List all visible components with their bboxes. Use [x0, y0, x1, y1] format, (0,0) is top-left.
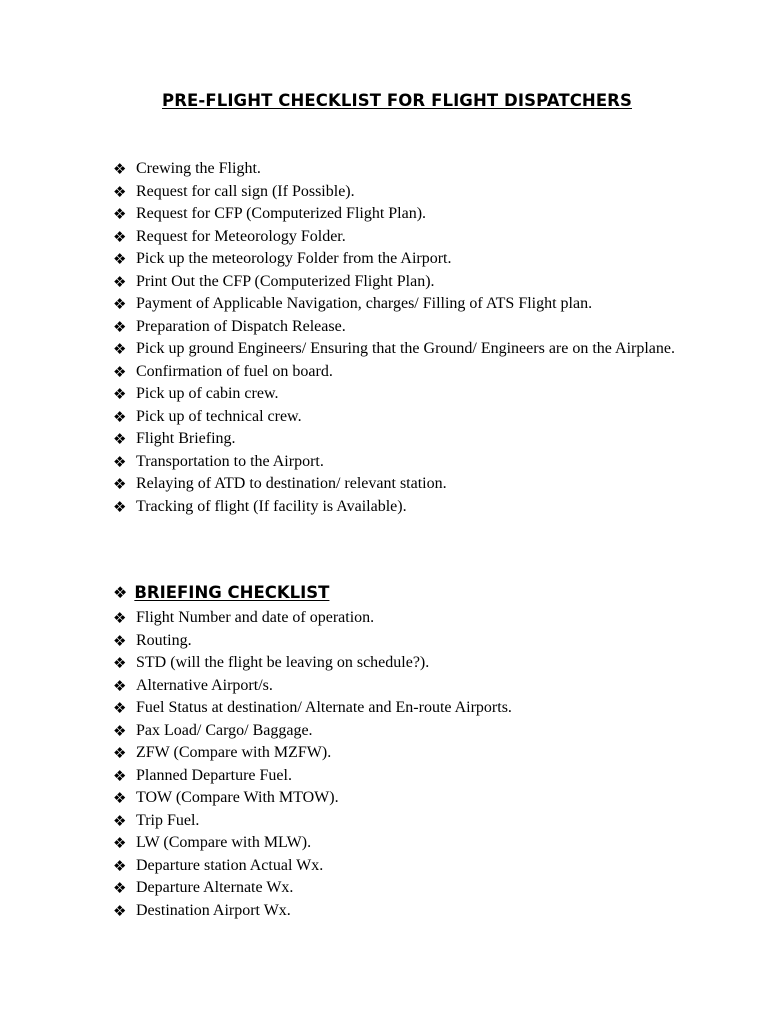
briefing-checklist-heading	[113, 583, 329, 602]
checklist-item	[113, 742, 713, 765]
checklist-item-text: Confirmation of fuel on board.	[136, 362, 333, 380]
checklist-item-text: Payment of Applicable Navigation, charges/ Filling of ATS Flight plan.	[136, 295, 593, 312]
checklist-item	[113, 361, 713, 384]
checklist-item-text: Flight Briefing.	[136, 430, 236, 447]
checklist-item	[113, 271, 713, 294]
preflight-checklist	[113, 158, 713, 518]
checklist-item	[113, 630, 713, 653]
checklist-item-text: Transportation to the Airport.	[136, 452, 324, 470]
checklist-item	[113, 181, 713, 204]
checklist-item	[113, 652, 713, 675]
diamond-bullet-icon: ❖	[113, 317, 127, 336]
checklist-item-text: Tracking of flight (If facility is Available).	[136, 497, 407, 515]
diamond-bullet-icon: ❖	[113, 811, 127, 830]
checklist-item-text: Request for call sign (If Possible).	[136, 182, 355, 200]
diamond-bullet-icon: ❖	[113, 721, 127, 740]
diamond-bullet-icon: ❖	[113, 385, 127, 403]
checklist-item-text: Departure Alternate Wx.	[136, 879, 294, 896]
briefing-checklist	[113, 607, 713, 922]
diamond-bullet-icon: ❖	[113, 227, 127, 246]
checklist-item-text: STD (will the flight be leaving on schedule?).	[136, 654, 430, 671]
diamond-bullet-icon: ❖	[113, 856, 127, 875]
diamond-bullet-icon: ❖	[113, 475, 127, 493]
checklist-item	[113, 428, 713, 451]
checklist-item	[113, 473, 713, 496]
checklist-item-text: Routing.	[136, 631, 192, 649]
diamond-bullet-icon: ❖	[113, 250, 127, 268]
diamond-bullet-icon: ❖	[113, 901, 127, 920]
checklist-item-text: Alternative Airport/s.	[136, 676, 273, 694]
checklist-item-text: Pick up ground Engineers/ Ensuring that the Ground/ Engineers are on the Airplane.	[136, 340, 675, 357]
checklist-item	[113, 451, 713, 474]
diamond-bullet-icon: ❖	[113, 497, 127, 516]
checklist-item-text: ZFW (Compare with MZFW).	[136, 744, 332, 761]
checklist-item	[113, 496, 713, 519]
checklist-item-text: TOW (Compare With MTOW).	[136, 789, 339, 806]
checklist-item-text: Flight Number and date of operation.	[136, 609, 375, 626]
diamond-bullet-icon: ❖	[113, 654, 127, 672]
checklist-item	[113, 293, 713, 316]
checklist-item-text: Preparation of Dispatch Release.	[136, 317, 346, 335]
checklist-item	[113, 697, 713, 720]
diamond-bullet-icon: ❖	[113, 205, 127, 223]
checklist-item	[113, 338, 713, 361]
diamond-bullet-icon: ❖	[113, 766, 127, 785]
checklist-item	[113, 810, 713, 833]
checklist-item	[113, 316, 713, 339]
diamond-bullet-icon: ❖	[113, 879, 127, 897]
diamond-bullet-icon: ❖	[113, 430, 127, 448]
checklist-item-text: Pick up of technical crew.	[136, 407, 302, 425]
checklist-item-text: Trip Fuel.	[136, 811, 200, 829]
diamond-bullet-icon: ❖	[113, 789, 127, 807]
checklist-item	[113, 158, 713, 181]
diamond-bullet-icon: ❖	[113, 272, 127, 291]
checklist-item	[113, 855, 713, 878]
checklist-item	[113, 787, 713, 810]
checklist-item	[113, 226, 713, 249]
checklist-item-text: Pick up the meteorology Folder from the Airport.	[136, 250, 452, 267]
diamond-bullet-icon: ❖	[113, 295, 127, 313]
checklist-item	[113, 383, 713, 406]
checklist-item	[113, 203, 713, 226]
diamond-bullet-icon: ❖	[113, 744, 127, 762]
diamond-bullet-icon: ❖	[113, 452, 127, 471]
diamond-bullet-icon: ❖	[113, 407, 127, 426]
checklist-item-text: Crewing the Flight.	[136, 160, 261, 177]
diamond-bullet-icon: ❖	[113, 699, 127, 717]
document-title: PRE-FLIGHT CHECKLIST FOR FLIGHT DISPATCHERS	[162, 91, 632, 110]
diamond-bullet-icon: ❖	[113, 834, 127, 852]
checklist-item-text: Print Out the CFP (Computerized Flight Plan).	[136, 272, 435, 290]
checklist-item	[113, 900, 713, 923]
diamond-bullet-icon: ❖	[113, 340, 127, 358]
checklist-item-text: Pick up of cabin crew.	[136, 385, 279, 402]
checklist-item	[113, 832, 713, 855]
diamond-bullet-icon: ❖	[113, 631, 127, 650]
checklist-item	[113, 607, 713, 630]
checklist-item	[113, 765, 713, 788]
checklist-item	[113, 406, 713, 429]
diamond-bullet-icon: ❖	[113, 676, 127, 695]
diamond-bullet-icon: ❖	[113, 182, 127, 201]
checklist-item-text: Relaying of ATD to destination/ relevant station.	[136, 475, 447, 492]
checklist-item-text: Request for Meteorology Folder.	[136, 227, 346, 245]
diamond-bullet-icon: ❖	[113, 583, 128, 602]
checklist-item-text: Planned Departure Fuel.	[136, 766, 292, 784]
checklist-item	[113, 248, 713, 271]
diamond-bullet-icon: ❖	[113, 609, 127, 627]
checklist-item-text: Request for CFP (Computerized Flight Plan).	[136, 205, 427, 222]
checklist-item-text: Departure station Actual Wx.	[136, 856, 324, 874]
checklist-item-text: LW (Compare with MLW).	[136, 834, 312, 851]
checklist-item	[113, 877, 713, 900]
checklist-item-text: Destination Airport Wx.	[136, 901, 291, 919]
checklist-item	[113, 675, 713, 698]
checklist-item-text: Fuel Status at destination/ Alternate and En-route Airports.	[136, 699, 512, 716]
checklist-item	[113, 720, 713, 743]
diamond-bullet-icon: ❖	[113, 160, 127, 178]
briefing-heading-text: BRIEFING CHECKLIST	[134, 583, 330, 602]
diamond-bullet-icon: ❖	[113, 362, 127, 381]
checklist-item-text: Pax Load/ Cargo/ Baggage.	[136, 721, 313, 739]
